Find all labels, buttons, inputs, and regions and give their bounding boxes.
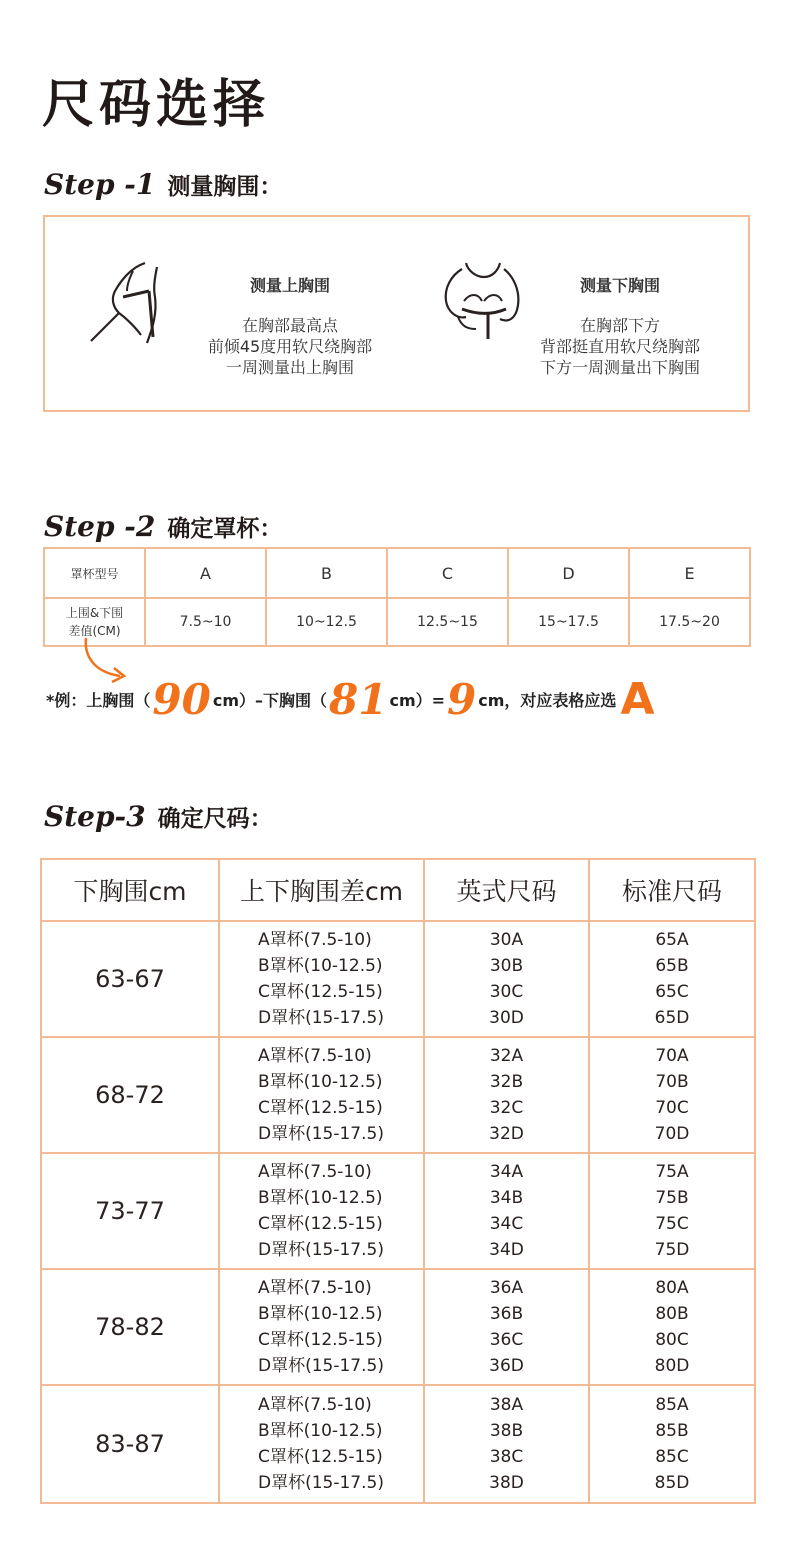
standard-size-value: 85C (655, 1447, 689, 1467)
cup-range-cell: 7.5~10 (145, 598, 266, 646)
standard-size-value: 70C (655, 1098, 689, 1118)
step3-step-text: Step-3 (44, 800, 146, 833)
example-result: A (620, 674, 655, 725)
uk-size-value: 36C (489, 1330, 524, 1350)
lower-bust-title: 测量下胸围 (579, 276, 660, 295)
cup-header-label: 罩杯型号 (44, 548, 145, 598)
uk-size-value: 36B (489, 1304, 524, 1324)
size-table (40, 858, 756, 1504)
size-table-header: 下胸围cm (41, 859, 219, 921)
lower-desc-line: 在胸部下方 (579, 316, 660, 335)
step3-heading (44, 800, 273, 833)
standard-size-value: 75A (655, 1162, 689, 1182)
standard-size-value: 85A (655, 1395, 689, 1415)
cup-type-cell: B (266, 548, 387, 598)
cup-diff-line: C罩杯(12.5-15) (258, 982, 383, 1002)
cup-type-cell: C (387, 548, 508, 598)
page-title: 尺码选择 (42, 75, 271, 135)
standard-size-cell (589, 1037, 755, 1153)
cup-diff-line: A罩杯(7.5-10) (258, 930, 372, 950)
table-row (41, 1385, 755, 1503)
cup-diff-cell (219, 1385, 424, 1503)
table-row (41, 921, 755, 1037)
example-diff-value: 9 (447, 675, 477, 724)
example-diff-unit: cm，对应表格应选 (478, 691, 617, 710)
cup-diff-line: B罩杯(10-12.5) (258, 1188, 383, 1208)
lower-desc-line: 背部挺直用软尺绕胸部 (539, 337, 700, 356)
uk-size-value: 34A (489, 1162, 524, 1182)
uk-size-value: 38B (489, 1421, 524, 1441)
standard-size-value: 80C (655, 1330, 689, 1350)
example-upper-value: 90 (152, 675, 211, 724)
cup-range-cell: 17.5~20 (629, 598, 750, 646)
cup-diff-line: C罩杯(12.5-15) (258, 1214, 383, 1234)
example-lower-unit: cm）= (389, 691, 446, 710)
upper-desc-line: 在胸部最高点 (241, 316, 338, 335)
underbust-range-cell: 83-87 (41, 1385, 219, 1503)
standard-size-value: 75B (655, 1188, 689, 1208)
cup-diff-cell (219, 921, 424, 1037)
underbust-range-cell: 68-72 (41, 1037, 219, 1153)
uk-size-value: 30D (489, 1008, 524, 1028)
underbust-range-cell: 73-77 (41, 1153, 219, 1269)
step3-label: 确定尺码： (157, 806, 273, 832)
step2-step-text: Step -2 (44, 510, 156, 543)
uk-size-value: 34B (489, 1188, 524, 1208)
standard-size-value: 70B (655, 1072, 689, 1092)
size-table-header: 上下胸围差cm (219, 859, 424, 921)
uk-size-value: 32C (489, 1098, 524, 1118)
uk-size-value: 32D (489, 1124, 524, 1144)
cup-diff-line: B罩杯(10-12.5) (258, 956, 383, 976)
standard-size-value: 75C (655, 1214, 689, 1234)
cup-range-cell: 10~12.5 (266, 598, 387, 646)
example-line (46, 674, 655, 725)
size-table-header: 标准尺码 (589, 859, 755, 921)
uk-size-value: 32A (489, 1046, 524, 1066)
standard-size-value: 65D (654, 1008, 690, 1028)
table-row (41, 1037, 755, 1153)
size-table-header: 英式尺码 (424, 859, 589, 921)
standard-size-cell (589, 1153, 755, 1269)
step2-label: 确定罩杯： (167, 516, 283, 542)
uk-size-value: 34D (489, 1240, 524, 1260)
cup-diff-line: A罩杯(7.5-10) (258, 1162, 372, 1182)
table-row (41, 1153, 755, 1269)
cup-diff-line: A罩杯(7.5-10) (258, 1046, 372, 1066)
cup-diff-line: C罩杯(12.5-15) (258, 1098, 383, 1118)
standard-size-value: 70D (654, 1124, 690, 1144)
standard-size-value: 80B (655, 1304, 689, 1324)
upper-bust-measure-icon (83, 257, 173, 357)
size-table-body (41, 921, 755, 1503)
uk-size-value: 36D (489, 1356, 524, 1376)
cup-diff-line: A罩杯(7.5-10) (258, 1278, 372, 1298)
standard-size-cell (589, 1269, 755, 1385)
table-row (41, 1269, 755, 1385)
standard-size-value: 85B (655, 1421, 689, 1441)
cup-diff-label-line1: 上围&下围 (65, 606, 124, 620)
standard-size-value: 80D (654, 1356, 690, 1376)
example-lower-value: 81 (329, 675, 388, 724)
cup-diff-line: B罩杯(10-12.5) (258, 1072, 383, 1092)
step1-step-text: Step -1 (44, 168, 156, 201)
standard-size-value: 65A (655, 930, 689, 950)
upper-desc-line: 前倾45度用软尺绕胸部 (207, 337, 373, 356)
example-prefix: *例：上胸围（ (46, 691, 151, 710)
cup-diff-line: D罩杯(15-17.5) (258, 1124, 384, 1144)
cup-diff-cell (219, 1269, 424, 1385)
uk-size-cell (424, 1269, 589, 1385)
uk-size-value: 30C (489, 982, 524, 1002)
uk-size-cell (424, 921, 589, 1037)
underbust-range-cell: 63-67 (41, 921, 219, 1037)
example-upper-unit: cm）–下胸围（ (212, 691, 327, 710)
step1-label: 测量胸围： (167, 174, 283, 200)
cup-diff-label-line2: 差值(CM) (68, 624, 121, 638)
uk-size-value: 30A (489, 930, 524, 950)
lower-bust-desc (500, 315, 740, 378)
upper-desc-line: 一周测量出上胸围 (225, 358, 354, 377)
uk-size-cell (424, 1153, 589, 1269)
cup-range-cell: 12.5~15 (387, 598, 508, 646)
cup-diff-line: B罩杯(10-12.5) (258, 1421, 383, 1441)
cup-type-cell: A (145, 548, 266, 598)
cup-table (43, 547, 751, 647)
upper-bust-desc (165, 315, 415, 378)
uk-size-cell (424, 1385, 589, 1503)
uk-size-value: 36A (489, 1278, 524, 1298)
cup-diff-line: D罩杯(15-17.5) (258, 1356, 384, 1376)
standard-size-value: 70A (655, 1046, 689, 1066)
cup-range-cell: 15~17.5 (508, 598, 629, 646)
cup-diff-line: C罩杯(12.5-15) (258, 1447, 383, 1467)
uk-size-value: 34C (489, 1214, 524, 1234)
cup-diff-line: A罩杯(7.5-10) (258, 1395, 372, 1415)
standard-size-value: 65C (655, 982, 689, 1002)
cup-diff-line: D罩杯(15-17.5) (258, 1473, 384, 1493)
uk-size-cell (424, 1037, 589, 1153)
cup-diff-line: B罩杯(10-12.5) (258, 1304, 383, 1324)
cup-diff-cell (219, 1153, 424, 1269)
uk-size-value: 38A (489, 1395, 524, 1415)
standard-size-value: 85D (654, 1473, 690, 1493)
cup-diff-line: C罩杯(12.5-15) (258, 1330, 383, 1350)
uk-size-value: 30B (489, 956, 524, 976)
uk-size-value: 38D (489, 1473, 524, 1493)
standard-size-cell (589, 1385, 755, 1503)
uk-size-value: 38C (489, 1447, 524, 1467)
standard-size-cell (589, 921, 755, 1037)
cup-diff-cell (219, 1037, 424, 1153)
underbust-range-cell: 78-82 (41, 1269, 219, 1385)
cup-type-cell: D (508, 548, 629, 598)
standard-size-value: 80A (655, 1278, 689, 1298)
measure-box (43, 215, 750, 412)
cup-diff-line: D罩杯(15-17.5) (258, 1240, 384, 1260)
cup-type-cell: E (629, 548, 750, 598)
standard-size-value: 65B (655, 956, 689, 976)
step2-heading (44, 510, 282, 543)
uk-size-value: 32B (489, 1072, 524, 1092)
cup-diff-line: D罩杯(15-17.5) (258, 1008, 384, 1028)
standard-size-value: 75D (654, 1240, 690, 1260)
lower-desc-line: 下方一周测量出下胸围 (539, 358, 700, 377)
upper-bust-title: 测量上胸围 (249, 276, 330, 295)
step1-heading (44, 168, 282, 201)
